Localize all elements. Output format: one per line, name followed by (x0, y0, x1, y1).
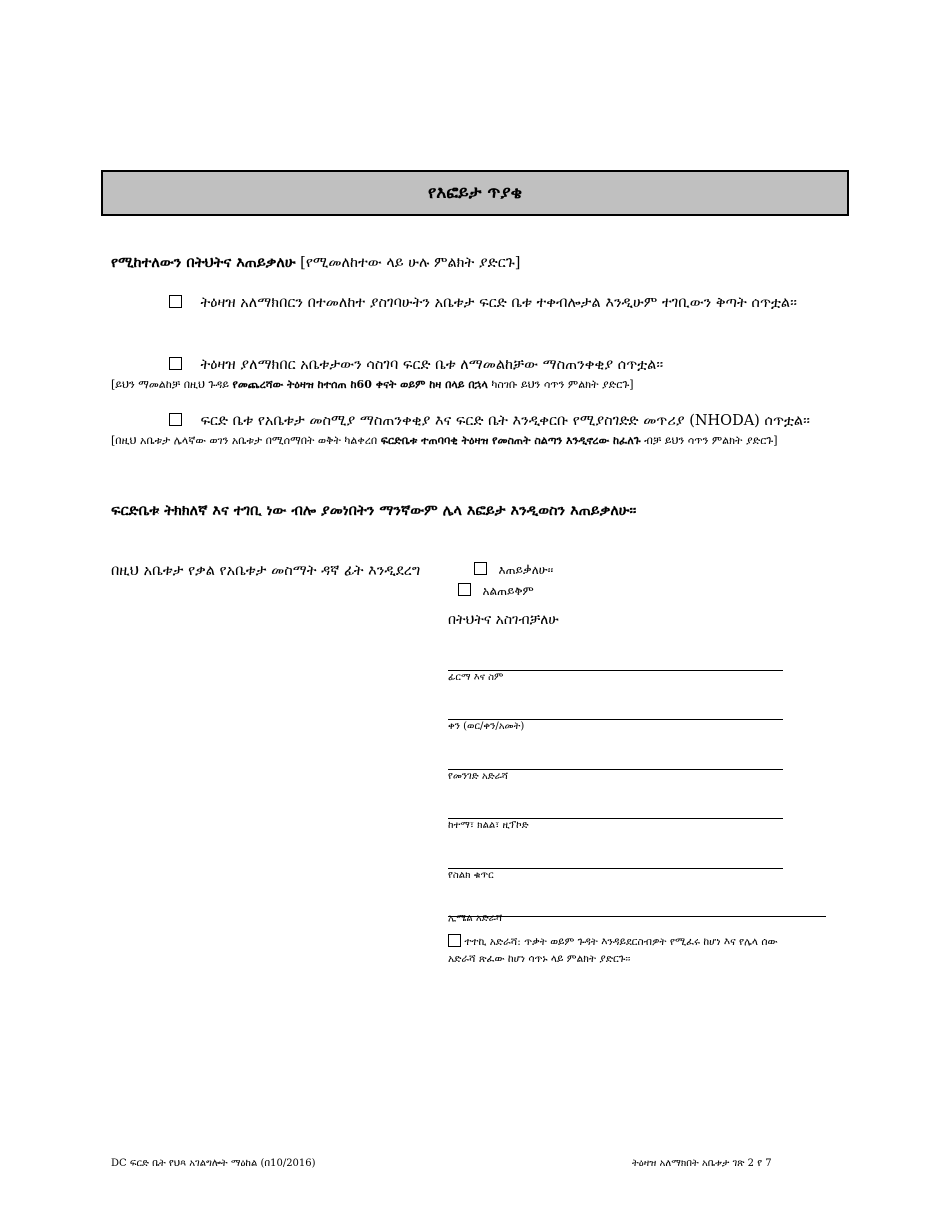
phone-line[interactable] (448, 868, 783, 869)
email-label: ኢሜል አድራሻ (448, 913, 503, 924)
date-label: ቀን (ወር/ቀን/አመት) (448, 721, 525, 732)
email-line[interactable] (448, 916, 826, 917)
footer-left: DC ፍርድ ቤት የህጻ አገልግሎት ማዕከል (በ10/2016) (111, 1158, 316, 1169)
page-title (101, 170, 849, 216)
option-nhoda-issued (111, 410, 839, 449)
option-3-note-bold: ፍርድቤቱ ተጠባባቂ ትዕዛዝ የመስጠት ስልጣን እንዲኖረው ከፈለጉ (380, 434, 641, 447)
option-2-note-part-1: [ይህን ማመልከቻ በዚህ ጉዳይ (111, 378, 233, 391)
option-contempt-granted (111, 292, 839, 315)
option-1-checkbox[interactable] (169, 295, 182, 308)
option-2-text: ትዕዛዝ ያለማክበር አቤቱታውን ሳስገባ ፍርድ ቤቱ ለማመልከቻው ማስጠንቀቂያ ሰጥቷል፡፡ (200, 357, 664, 373)
signature-label: ፊርማ እና ስም (448, 672, 504, 683)
option-2-note (111, 377, 839, 393)
hearing-yes-option (474, 563, 553, 578)
respectfully-submitted: በትህትና አስገብቻለሁ (448, 612, 559, 628)
street-address-label: የመንገድ አድራሻ (448, 771, 509, 782)
city-state-zip-label: ከተማ፣ ክልል፣ ዚፕኮድ (448, 820, 529, 831)
intro-instruction: [የሚመለከተው ላይ ሁሉ ምልክት ያድርጉ] (300, 255, 521, 271)
street-address-line[interactable] (448, 769, 783, 770)
other-relief-request: ፍርድቤቱ ትክክለኛ እና ተገቢ ነው ብሎ ያመነበትን ማንኛውም ሌላ እፎይታ እንዲወስን እጠይቃለሁ፡፡ (111, 502, 637, 519)
option-2-note-bold: የመጨረሻው ትዕዛዝ ከተሰጠ ከ60 ቀናት ወይም ከዛ በላይ በኋላ (232, 378, 488, 391)
intro-line (111, 254, 851, 271)
option-1-text: ትዕዛዝ አለማክበርን በተመለከተ ያስገባሁትን አቤቱታ ፍርድ ቤቱ ተቀብሎታል እንዲሁም ተገቢውን ቅጣት ሰጥቷል፡፡ (200, 295, 797, 311)
option-3-note (111, 433, 839, 449)
signature-line[interactable] (448, 670, 783, 671)
phone-label: የስልክ ቁጥር (448, 870, 494, 881)
hearing-yes-checkbox[interactable] (474, 562, 487, 575)
alternate-address-text: ተተኪ አድራሻ: ጥቃት ወይም ጉዳት እንዳይደርስብዎት የሚፈሩ ከሆነ እና የሌላ ሰው አድራሻ ጽፈው ከሆነ ሳጥኑ ላይ ምልክት ያድርጉ፡፡ (448, 936, 778, 965)
option-2-note-part-3: ካስገቡ ይህን ሳጥን ምልክት ያድርጉ] (487, 378, 634, 391)
city-state-zip-line[interactable] (448, 818, 783, 819)
footer-right: ትዕዛዝ አለማክበት አቤቱታ ገጽ 2 የ 7 (632, 1158, 772, 1169)
hearing-yes-label: እጠይቃለሁ፡፡ (498, 563, 554, 577)
hearing-no-checkbox[interactable] (458, 583, 471, 596)
hearing-no-label: አልጠይቅም (482, 584, 534, 598)
hearing-question: በዚህ አቤቱታ የቃል የአቤቱታ መስማት ዳኛ ፊት እንዲደረግ (111, 563, 421, 579)
option-3-note-part-3: ብቻ ይህን ሳጥን ምልክት ያድርጉ] (640, 434, 778, 447)
alternate-address-checkbox[interactable] (448, 934, 461, 947)
option-warning-issued (111, 354, 839, 393)
page-title-text: የእፎይታ ጥያቄ (427, 183, 522, 203)
alternate-address-note (448, 934, 788, 968)
option-2-checkbox[interactable] (169, 357, 182, 370)
option-3-note-part-1: [በዚህ አቤቱታ ሌላኛው ወገን አቤቱታ በሚሰማበት ወቅት ካልቀረበ (111, 434, 381, 447)
intro-bold: የሚከተለውን በትህትና እጠይቃለሁ (111, 254, 296, 271)
option-3-text: ፍርድ ቤቱ የአቤቱታ መስሚያ ማስጠንቀቂያ እና ፍርድ ቤት እንዲቀርቡ የሚያስገድድ መጥሪያ (NHODA) ሰጥቷል፡፡ (200, 413, 810, 429)
date-line[interactable] (448, 719, 783, 720)
hearing-no-option (458, 584, 534, 599)
option-3-checkbox[interactable] (169, 413, 182, 426)
